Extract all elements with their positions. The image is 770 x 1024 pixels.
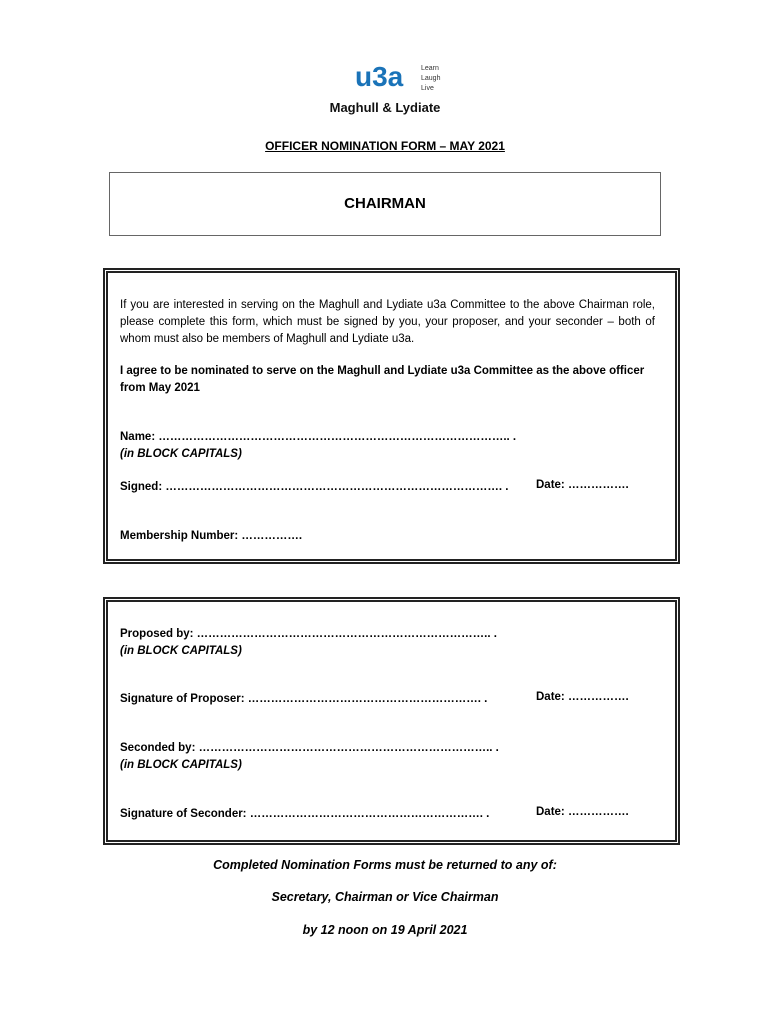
membership-number-field[interactable]: Membership Number: ……………. [120, 530, 303, 542]
form-title: OFFICER NOMINATION FORM – MAY 2021 [265, 139, 505, 153]
role-box [109, 172, 661, 236]
proposer-date-field[interactable]: Date: ……………. [536, 691, 629, 703]
footer-return-note: Completed Nomination Forms must be returned to any of: [213, 858, 557, 872]
proposed-block-capitals-note: (in BLOCK CAPITALS) [120, 645, 242, 657]
organisation-name: Maghull & Lydiate [329, 100, 441, 115]
proposer-signature-field[interactable]: Signature of Proposer: ……………………………………………………. . [120, 693, 488, 705]
logo-mark: u3a [355, 61, 404, 92]
tagline-live: Live [421, 85, 434, 92]
agreement-text: I agree to be nominated to serve on the Maghull and Lydiate u3a Committee as the above officer from May 2021 [120, 365, 645, 394]
signed-field[interactable]: Signed: ……………………………………………………………………………. . [120, 481, 509, 493]
seconder-signature-field[interactable]: Signature of Seconder: ……………………………………………………. . [120, 808, 490, 820]
name-field[interactable]: Name: ……………………………………………………………………………….. . [120, 431, 517, 443]
tagline-learn: Learn [421, 65, 439, 72]
tagline-laugh: Laugh [421, 75, 441, 82]
seconded-by-field[interactable]: Seconded by: ………………………………………………………………….. . [120, 742, 499, 754]
seconder-date-field[interactable]: Date: ……………. [536, 806, 629, 818]
support-section [103, 597, 680, 845]
footer-recipients: Secretary, Chairman or Vice Chairman [271, 890, 499, 904]
seconded-block-capitals-note: (in BLOCK CAPITALS) [120, 759, 242, 771]
footer-deadline: by 12 noon on 19 April 2021 [302, 923, 468, 937]
proposed-by-field[interactable]: Proposed by: ………………………………………………………………….. . [120, 628, 497, 640]
u3a-logo [355, 60, 465, 96]
intro-text: If you are interested in serving on the Maghull and Lydiate u3a Committee to the above Chairman role, please complete this form, which must be signed by you, your proposer, and your seconder – both of whom must also be members of Maghull and Lydiate u3a. [120, 299, 655, 345]
nominee-section [103, 268, 680, 564]
role-title: CHAIRMAN [344, 195, 426, 212]
name-block-capitals-note: (in BLOCK CAPITALS) [120, 448, 242, 460]
nominee-date-field[interactable]: Date: ……………. [536, 479, 629, 491]
logo-tagline [421, 64, 440, 94]
